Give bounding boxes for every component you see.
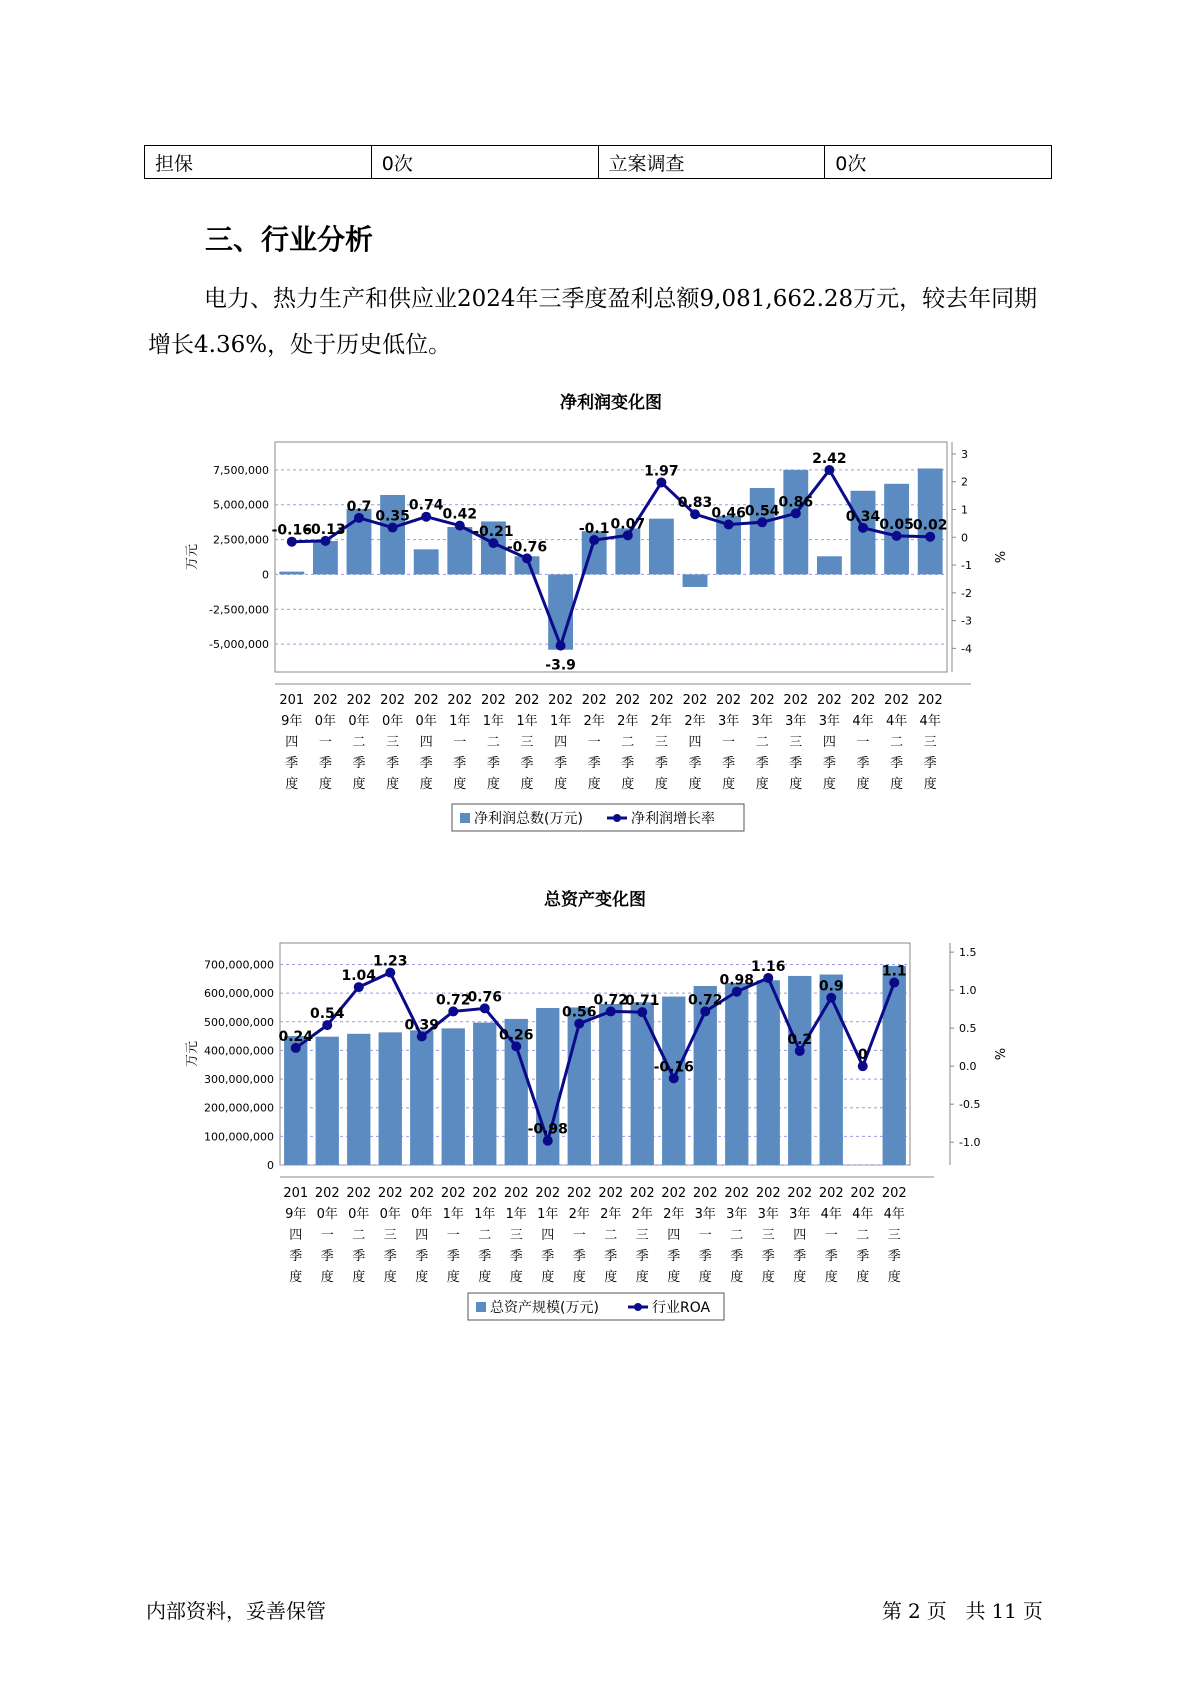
y-tick-label-left: 400,000,000 [204,1044,274,1058]
data-label: -0.13 [305,521,346,538]
y-tick-label-right: 2 [961,475,968,489]
plot-area [275,442,947,672]
y-tick-label-left: 500,000,000 [204,1015,274,1029]
legend-bar-swatch [460,813,470,823]
chart-bar [750,488,775,574]
data-label: 0.54 [309,1006,345,1023]
x-tick-label: 202 4年二季度 [850,1186,876,1285]
chart-bar [380,495,405,574]
x-tick-label: 202 2年三季度 [629,1186,655,1285]
y-tick-label-left: 5,000,000 [213,498,269,512]
chart-point [556,641,566,651]
legend-line-marker [634,1303,642,1311]
x-tick-label: 201 9年四季度 [283,1186,309,1285]
data-label: -0.76 [506,539,548,556]
data-label: -0.98 [527,1121,568,1138]
y-tick-label-left: 300,000,000 [204,1073,274,1087]
y-tick-label-right: -2 [961,586,972,600]
x-tick-label: 202 0年二季度 [346,1186,372,1285]
data-label: 2.42 [812,451,847,468]
y-tick-label-right: -1.0 [959,1136,981,1150]
data-label: 0.74 [408,497,444,514]
data-label: 0.46 [711,505,746,522]
x-tick-label: 202 2年一季度 [566,1186,592,1285]
x-tick-label: 202 3年二季度 [724,1186,750,1285]
chart-bar [783,470,808,575]
data-label: -0.16 [271,522,312,539]
legend-bar-label: 净利润总数(万元) [474,811,583,827]
chart-bar [414,549,439,574]
y-tick-label-right: -4 [961,642,972,656]
table-cell: 立案调查 [598,146,825,179]
data-label: -0.21 [473,524,514,541]
data-label: 0.07 [610,516,646,533]
total-assets-chart [0,887,1191,1347]
chart-bar [599,1004,622,1165]
y-tick-label-right: 1 [961,503,968,517]
data-label: 0.56 [561,1004,597,1021]
y-tick-label-right: -0.5 [959,1098,981,1112]
x-tick-label: 202 0年四季度 [413,693,439,792]
x-tick-label: 202 0年一季度 [314,1186,340,1285]
table-cell: 0次 [825,146,1052,179]
legend-line-label: 净利润增长率 [631,811,715,827]
y-tick-label-left: 600,000,000 [204,987,274,1001]
x-tick-label: 202 4年三季度 [881,1186,907,1285]
legend-bar-label: 总资产规模(万元) [490,1300,599,1316]
data-label: 0.9 [818,978,844,995]
y-tick-label-right: 0 [961,531,968,545]
chart-bar [284,1036,307,1165]
x-tick-label: 202 0年三季度 [377,1186,403,1285]
x-tick-label: 202 1年三季度 [503,1186,529,1285]
y-tick-label-left: -2,500,000 [209,603,269,617]
footer-confidential: 内部资料，妥善保管 [146,1599,326,1623]
y-axis-title-left: 万元 [185,1040,200,1068]
data-label: -0.16 [653,1059,694,1076]
analysis-paragraph: 电力、热力生产和供应业2024年三季度盈利总额9,081,662.28万元，较去年同期增长4.36%，处于历史低位。 [148,286,1038,358]
x-tick-label: 202 1年二季度 [480,693,506,792]
y-tick-label-right: 0.0 [959,1060,977,1074]
chart-bar [817,556,842,574]
data-label: 0.42 [442,506,478,523]
legend-line-marker [613,814,621,822]
data-label: 0.76 [467,989,503,1006]
data-label: 0.98 [719,972,755,989]
data-label: 0.05 [879,516,914,533]
x-tick-label: 201 9年四季度 [279,693,305,792]
x-tick-label: 202 4年一季度 [818,1186,844,1285]
x-tick-label: 202 4年三季度 [917,693,943,792]
chart-bar [447,527,472,574]
page-num: 2 [908,1599,921,1623]
chart-bar [442,1028,465,1165]
chart-bar [548,574,573,649]
chart-bar [649,519,674,575]
total-unit: 页 [1022,1599,1043,1623]
chart-bar [410,1030,433,1165]
chart-bar [725,983,748,1165]
table-cell: 担保 [145,146,372,179]
y-tick-label-right: 3 [961,447,968,461]
y-tick-label-right: 0.5 [959,1022,977,1036]
data-label: 0.24 [278,1028,314,1045]
page-unit: 页 [926,1599,947,1623]
x-tick-label: 202 3年三季度 [755,1186,781,1285]
chart-bar [316,1037,339,1165]
x-tick-label: 202 4年二季度 [884,693,910,792]
x-tick-label: 202 2年二季度 [615,693,641,792]
total-num: 11 [991,1599,1017,1623]
data-label: 0.2 [787,1031,813,1048]
data-label: 0.72 [687,992,723,1009]
net-profit-chart [0,390,1191,840]
y-tick-label-left: -5,000,000 [209,638,269,652]
y-tick-label-left: 0 [262,568,269,582]
y-axis-title-right: % [991,550,1006,564]
page-prefix: 第 [882,1599,902,1623]
x-tick-label: 202 3年一季度 [716,693,742,792]
chart-bar [347,1034,370,1165]
y-tick-label-left: 100,000,000 [204,1130,274,1144]
data-label: 1.23 [372,953,408,970]
data-label: 0 [857,1047,868,1064]
data-label: -0.1 [578,521,610,538]
y-tick-label-left: 7,500,000 [213,463,269,477]
x-tick-label: 202 1年一季度 [440,1186,466,1285]
chart-title: 总资产变化图 [544,890,646,910]
y-tick-label-right: 1.0 [959,984,977,998]
chart-bar [568,1007,591,1165]
y-tick-label-right: -1 [961,559,972,573]
y-tick-label-left: 2,500,000 [213,533,269,547]
data-label: 1.04 [341,968,377,985]
legend-line-label: 行业ROA [652,1300,711,1316]
data-label: 1.97 [644,463,679,480]
chart-bar [881,963,907,1165]
data-label: 0.34 [845,508,881,525]
data-label: 0.7 [346,498,372,515]
x-tick-label: 202 1年四季度 [548,693,574,792]
chart-bar [683,574,708,587]
x-tick-label: 202 1年一季度 [447,693,473,792]
x-tick-label: 202 2年四季度 [682,693,708,792]
info-table [144,145,1052,179]
data-label: -3.9 [545,657,576,674]
x-tick-label: 202 1年三季度 [514,693,540,792]
table-cell: 0次 [371,146,598,179]
chart-bar [279,572,304,575]
x-tick-label: 202 2年四季度 [661,1186,687,1285]
legend-bar-swatch [476,1302,486,1312]
y-tick-label-left: 0 [267,1159,274,1172]
x-tick-label: 202 1年二季度 [472,1186,498,1285]
data-label: 0.54 [744,503,780,520]
data-label: 0.72 [435,992,471,1009]
chart-bar [757,980,780,1165]
y-tick-label-right: -3 [961,614,972,628]
chart-bar [379,1032,402,1165]
section-title: 三、行业分析 [205,223,374,256]
data-label: 0.02 [912,517,948,534]
data-label: 0.26 [498,1027,534,1044]
chart-bar [788,976,811,1165]
chart-bar [313,541,338,574]
data-label: 1.16 [750,958,786,975]
x-tick-label: 202 0年一季度 [312,693,338,792]
total-prefix: 共 [965,1599,986,1623]
data-label: 0.39 [404,1017,440,1034]
x-tick-label: 202 2年二季度 [598,1186,624,1285]
x-tick-label: 202 3年一季度 [692,1186,718,1285]
chart-bar [473,1023,496,1165]
data-label: 0.35 [375,508,410,525]
x-tick-label: 202 1年四季度 [535,1186,561,1285]
y-tick-label-right: 1.5 [959,946,977,960]
footer-page-number [882,1595,1049,1624]
table-row [145,146,1052,179]
x-tick-label: 202 0年四季度 [409,1186,435,1285]
data-label: 0.72 [593,992,629,1009]
x-tick-label: 202 3年二季度 [749,693,775,792]
y-axis-title-left: 万元 [185,543,200,571]
chart-bar [820,975,843,1165]
x-tick-label: 202 0年三季度 [380,693,406,792]
chart-title: 净利润变化图 [560,393,662,413]
x-tick-label: 202 3年四季度 [787,1186,813,1285]
data-label: 0.83 [677,495,713,512]
y-axis-title-right: % [991,1047,1006,1061]
x-tick-label: 202 4年一季度 [850,693,876,792]
data-label: 0.71 [624,993,660,1010]
data-label: 1.1 [881,963,907,980]
x-tick-label: 202 0年二季度 [346,693,372,792]
x-tick-label: 202 3年三季度 [783,693,809,792]
x-tick-label: 202 3年四季度 [816,693,842,792]
y-tick-label-left: 200,000,000 [204,1101,274,1115]
y-tick-label-left: 700,000,000 [204,958,274,972]
x-tick-label: 202 2年三季度 [648,693,674,792]
data-label: 0.86 [778,494,814,511]
x-tick-label: 202 2年一季度 [581,693,607,792]
